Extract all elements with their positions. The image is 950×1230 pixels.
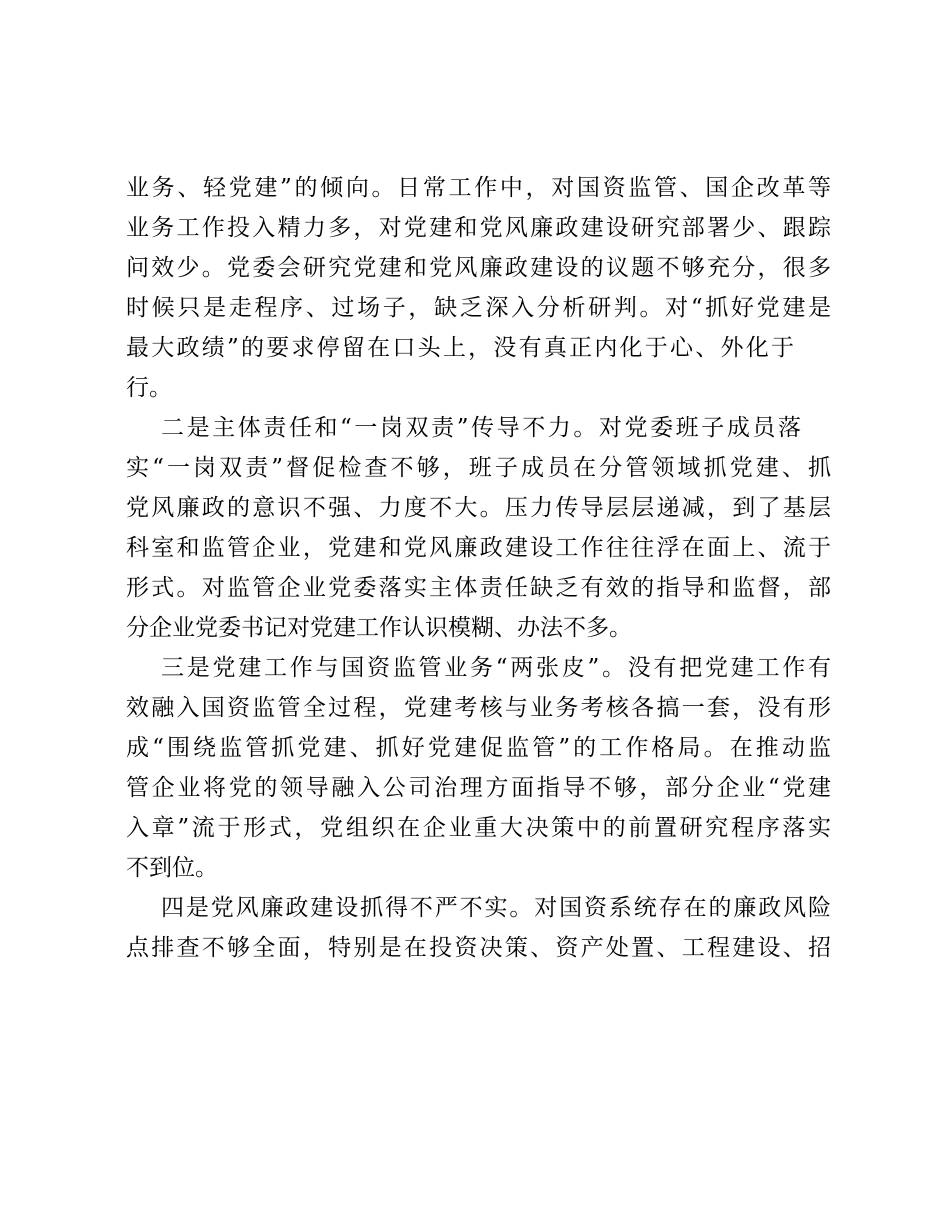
paragraph-2 bbox=[126, 408, 831, 648]
paragraph-1 bbox=[126, 168, 831, 408]
document-body bbox=[126, 168, 831, 968]
text-line: 成“围绕监管抓党建、抓好党建促监管”的工作格局。在推动监 bbox=[126, 735, 831, 761]
text-line: 实“一岗双责”督促检查不够，班子成员在分管领域抓党建、抓 bbox=[126, 455, 831, 481]
text-line: 行。 bbox=[126, 375, 172, 401]
text-line: 科室和监管企业，党建和党风廉政建设工作往往浮在面上、流于 bbox=[126, 535, 831, 561]
paragraph-4 bbox=[126, 888, 831, 968]
text-line: 最大政绩”的要求停留在口头上，没有真正内化于心、外化于 bbox=[126, 335, 794, 361]
text-line: 效融入国资监管全过程，党建考核与业务考核各搞一套，没有形 bbox=[126, 695, 831, 721]
text-line: 业务、轻党建”的倾向。日常工作中，对国资监管、国企改革等 bbox=[126, 175, 831, 201]
text-line: 形式。对监管企业党委落实主体责任缺乏有效的指导和监督，部 bbox=[126, 575, 831, 601]
text-line: 管企业将党的领导融入公司治理方面指导不够，部分企业“党建 bbox=[126, 775, 831, 801]
text-line: 四是党风廉政建设抓得不严不实。对国资系统存在的廉政风险 bbox=[161, 895, 831, 921]
text-line: 点排查不够全面，特别是在投资决策、资产处置、工程建设、招 bbox=[126, 935, 831, 961]
text-line: 党风廉政的意识不强、力度不大。压力传导层层递减，到了基层 bbox=[126, 495, 831, 521]
text-line: 时候只是走程序、过场子，缺乏深入分析研判。对“抓好党建是 bbox=[126, 295, 831, 321]
text-line: 入章”流于形式，党组织在企业重大决策中的前置研究程序落实 bbox=[126, 815, 831, 841]
text-line: 不到位。 bbox=[126, 855, 218, 881]
paragraph-3 bbox=[126, 648, 831, 888]
text-line: 分企业党委书记对党建工作认识模糊、办法不多。 bbox=[126, 615, 632, 641]
text-line: 业务工作投入精力多，对党建和党风廉政建设研究部署少、跟踪 bbox=[126, 215, 831, 241]
text-line: 二是主体责任和“一岗双责”传导不力。对党委班子成员落 bbox=[161, 415, 801, 441]
text-line: 问效少。党委会研究党建和党风廉政建设的议题不够充分，很多 bbox=[126, 255, 831, 281]
text-line: 三是党建工作与国资监管业务“两张皮”。没有把党建工作有 bbox=[161, 655, 831, 681]
